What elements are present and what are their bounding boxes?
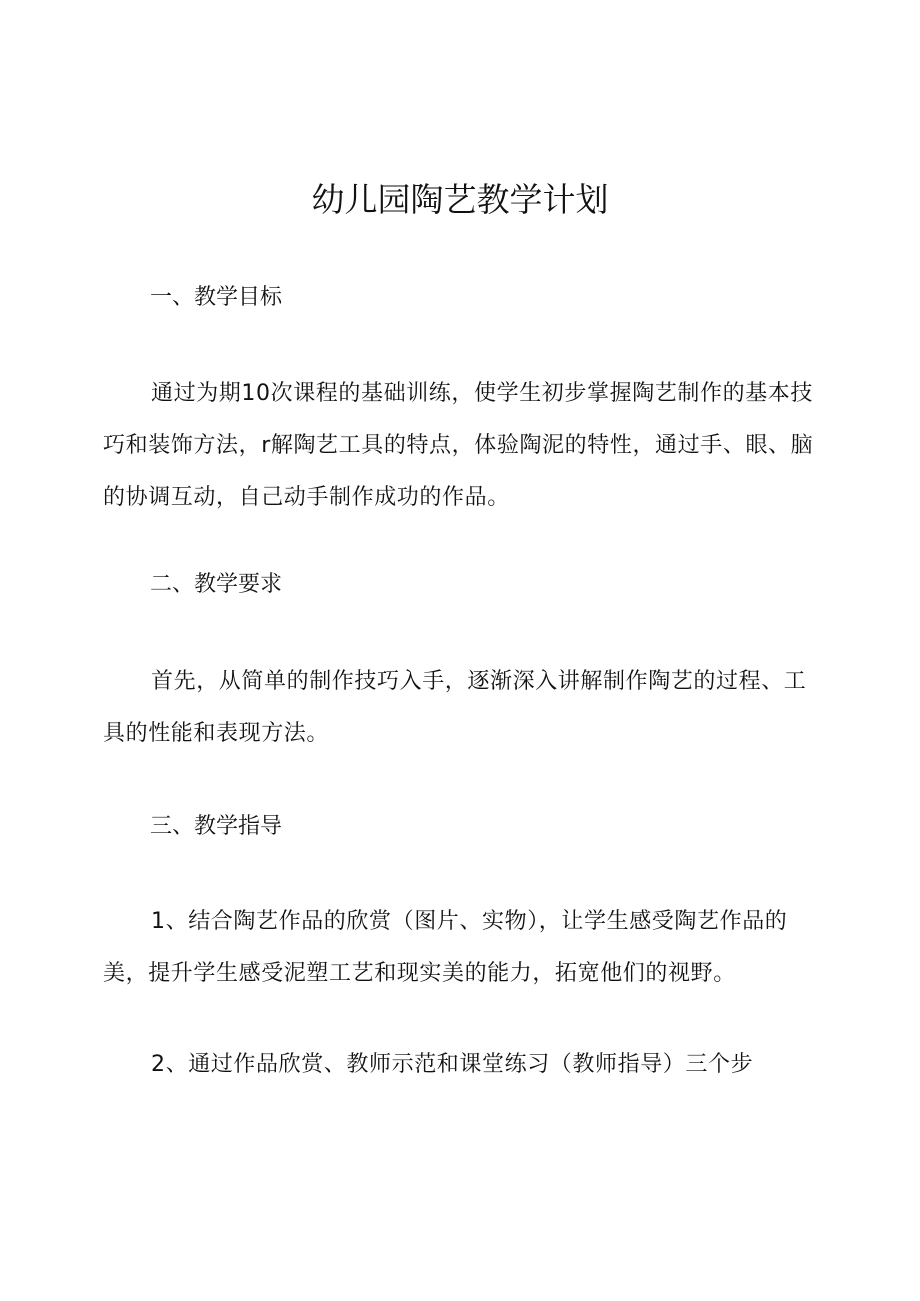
paragraph-guidance-2: 2、通过作品欣赏、教师示范和课堂练习（教师指导）三个步 xyxy=(151,1052,754,1077)
section-heading-guidance: 三、教学指导 xyxy=(150,814,283,839)
section-heading-requirements: 二、教学要求 xyxy=(150,572,283,597)
paragraph-requirements: 首先，从简单的制作技巧入手，逐渐深入讲解制作陶艺的过程、工具的性能和表现方法。 xyxy=(103,669,807,746)
paragraph-guidance-1: 1、结合陶艺作品的欣赏（图片、实物），让学生感受陶艺作品的美，提升学生感受泥塑工艺和现实美的能力，拓宽他们的视野。 xyxy=(103,909,788,986)
document-title: 幼儿园陶艺教学计划 xyxy=(311,180,609,219)
paragraph-objectives: 通过为期10次课程的基础训练，使学生初步掌握陶艺制作的基本技巧和装饰方法，r解陶艺工具的特点，体验陶泥的特性，通过手、眼、脑的协调互动，自己动手制作成功的作品。 xyxy=(103,381,814,510)
section-heading-objectives: 一、教学目标 xyxy=(150,285,283,310)
